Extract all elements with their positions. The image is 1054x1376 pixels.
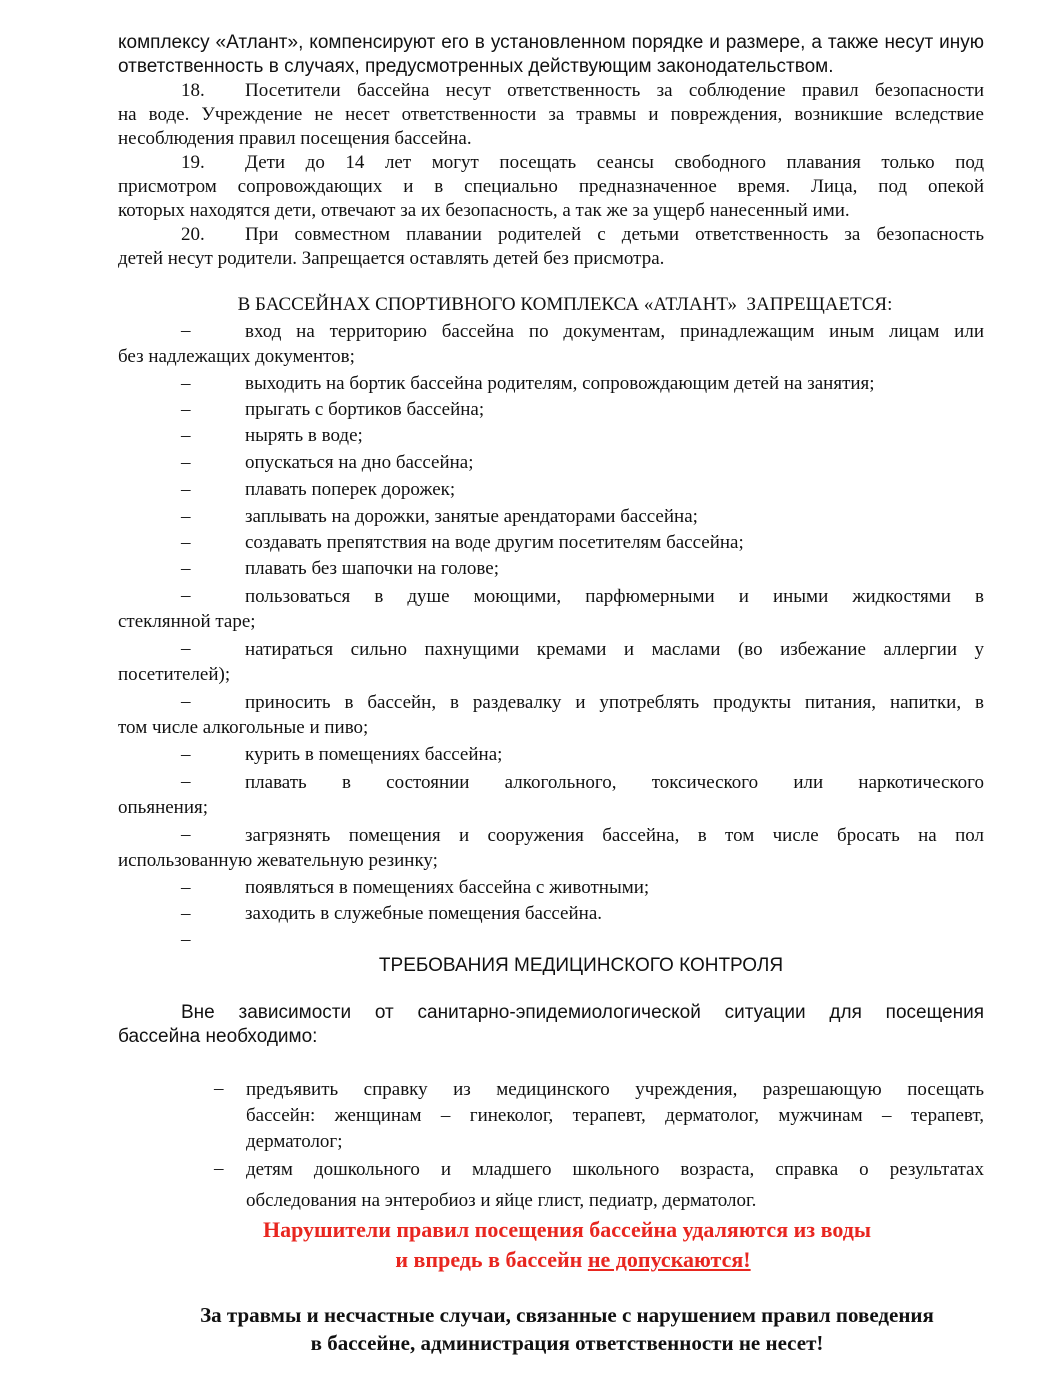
list-item [118,373,984,399]
list-item-text: опускаться на дно бассейна; [245,452,474,473]
medical-list-item [118,1158,984,1218]
list-item-text: курить в помещениях бассейна; [245,744,503,765]
text-line: несоблюдения правил посещения бассейна. [118,128,472,149]
list-item [118,638,984,664]
text-line: детей несут родители. Запрещается оставлять детей без присмотра. [118,248,665,269]
text-line: присмотром сопровождающих и в специально предназначенное время. Лица, под опекой [118,176,984,197]
dash-bullet: – [181,771,191,792]
dash-bullet: – [181,585,191,606]
list-item [118,506,984,532]
medical-heading: ТРЕБОВАНИЯ МЕДИЦИНСКОГО КОНТРОЛЯ [378,955,784,976]
dash-bullet: – [181,877,191,898]
list-item-continuation: использованную жевательную резинку; [118,850,438,871]
dash-bullet: – [181,425,191,446]
text-line: комплексу «Атлант», компенсируют его в установленном порядке и размере, а также несут иную [118,32,984,53]
text-line: Посетители бассейна несут ответственность за соблюдение правил безопасности [245,80,984,101]
list-item-text: появляться в помещениях бассейна с животными; [245,877,650,898]
dash-bullet: – [214,1078,224,1099]
violators-warning-line-1: Нарушители правил посещения бассейна удаляются из воды [262,1217,872,1242]
list-item [118,903,984,929]
text-line: которых находятся дети, отвечают за их безопасность, а так же за ущерб нанесенный ими. [118,200,850,221]
list-item-text: создавать препятствия на воде другим посетителям бассейна; [245,532,744,553]
dash-bullet: – [181,479,191,500]
list-item-continuation: посетителей); [118,664,231,685]
prohibited-heading: В БАССЕЙНАХ СПОРТИВНОГО КОМПЛЕКСА «АТЛАНТ» ЗАПРЕЩАЕТСЯ: [237,294,893,315]
text-line: на воде. Учреждение не несет ответственности за травмы и повреждения, возникшие вследствие [118,104,984,125]
text-line: Дети до 14 лет могут посещать сеансы свободного плавания только под [245,152,984,173]
dash-bullet: – [181,532,191,553]
dash-bullet: – [181,691,191,712]
warning-prefix: и впредь в бассейн [395,1247,588,1272]
list-item [118,532,984,558]
list-item-text: прыгать с бортиков бассейна; [245,399,485,420]
list-item-continuation: том числе алкогольные и пиво; [118,717,369,738]
list-item [118,691,984,717]
text-line: обследования на энтеробиоз и яйце глист, педиатр, дерматолог. [246,1190,757,1211]
list-item-text: приносить в бассейн, в раздевалку и употреблять продукты питания, напитки, в [245,692,984,713]
list-item [118,479,984,505]
list-item-text: плавать поперек дорожек; [245,479,456,500]
list-item-text: заплывать на дорожки, занятые арендаторами бассейна; [245,506,698,527]
list-item-continuation: опьянения; [118,797,209,818]
dash-bullet: – [181,320,191,341]
list-item-text: нырять в воде; [245,425,363,446]
list-item [118,824,984,850]
text-line: бассейна необходимо: [118,1026,318,1047]
rule-number: 18. [181,80,205,101]
list-item-text: загрязнять помещения и сооружения бассейна, в том числе бросать на пол [245,825,984,846]
list-item [118,399,984,425]
dash-bullet: – [181,903,191,924]
warning-underlined: не допускаются! [587,1247,751,1272]
text-line: детям дошкольного и младшего школьного возраста, справка о результатах [246,1159,984,1180]
violators-warning-line-2 [46,1245,1054,1275]
list-item-text: выходить на бортик бассейна родителям, сопровождающим детей на занятия; [245,373,875,394]
list-item-continuation: без надлежащих документов; [118,346,355,367]
dash-bullet: – [181,373,191,394]
list-item-empty [118,929,984,955]
list-item [118,558,984,584]
dash-bullet: – [181,558,191,579]
list-item [118,877,984,903]
rule-number: 19. [181,152,205,173]
dash-bullet: – [181,638,191,659]
disclaimer-line-2: в бассейне, администрация ответственности не несет! [310,1331,824,1355]
list-item-text: вход на территорию бассейна по документам, принадлежащим иным лицам или [245,321,984,342]
list-item-continuation: стеклянной таре; [118,611,256,632]
list-item [118,585,984,611]
text-line: бассейн: женщинам – гинеколог, терапевт, дерматолог, мужчинам – терапевт, [246,1105,984,1126]
dash-bullet: – [181,452,191,473]
list-item [118,425,984,451]
dash-bullet: – [214,1158,224,1179]
dash-bullet: – [181,824,191,845]
rule-18 [118,79,984,151]
list-item [118,452,984,478]
list-item-text: плавать в состоянии алкогольного, токсического или наркотического [245,772,984,793]
dash-bullet: – [181,929,191,950]
list-item [118,744,984,770]
list-item-text: пользоваться в душе моющими, парфюмерными и иными жидкостями в [245,586,984,607]
paragraph-continuation [118,31,984,79]
text-line: предъявить справку из медицинского учреждения, разрешающую посещать [246,1079,984,1100]
text-line: дерматолог; [246,1131,343,1152]
rule-20 [118,223,984,271]
medical-intro [118,1001,984,1049]
list-item-text: натираться сильно пахнущими кремами и маслами (во избежание аллергии у [245,639,984,660]
dash-bullet: – [181,506,191,527]
text-line: При совместном плавании родителей с детьми ответственность за безопасность [245,224,984,245]
dash-bullet: – [181,744,191,765]
medical-list-item [118,1078,984,1158]
list-item-text: заходить в служебные помещения бассейна. [245,903,603,924]
rule-19 [118,151,984,223]
text-line: ответственность в случаях, предусмотренных действующим законодательством. [118,56,834,77]
rule-number: 20. [181,224,205,245]
dash-bullet: – [181,399,191,420]
text-line: Вне зависимости от санитарно-эпидемиологической ситуации для посещения [181,1002,984,1023]
list-item-text: плавать без шапочки на голове; [245,558,499,579]
list-item [118,771,984,797]
disclaimer-line-1: За травмы и несчастные случаи, связанные с нарушением правил поведения [200,1303,934,1327]
list-item [118,320,984,346]
